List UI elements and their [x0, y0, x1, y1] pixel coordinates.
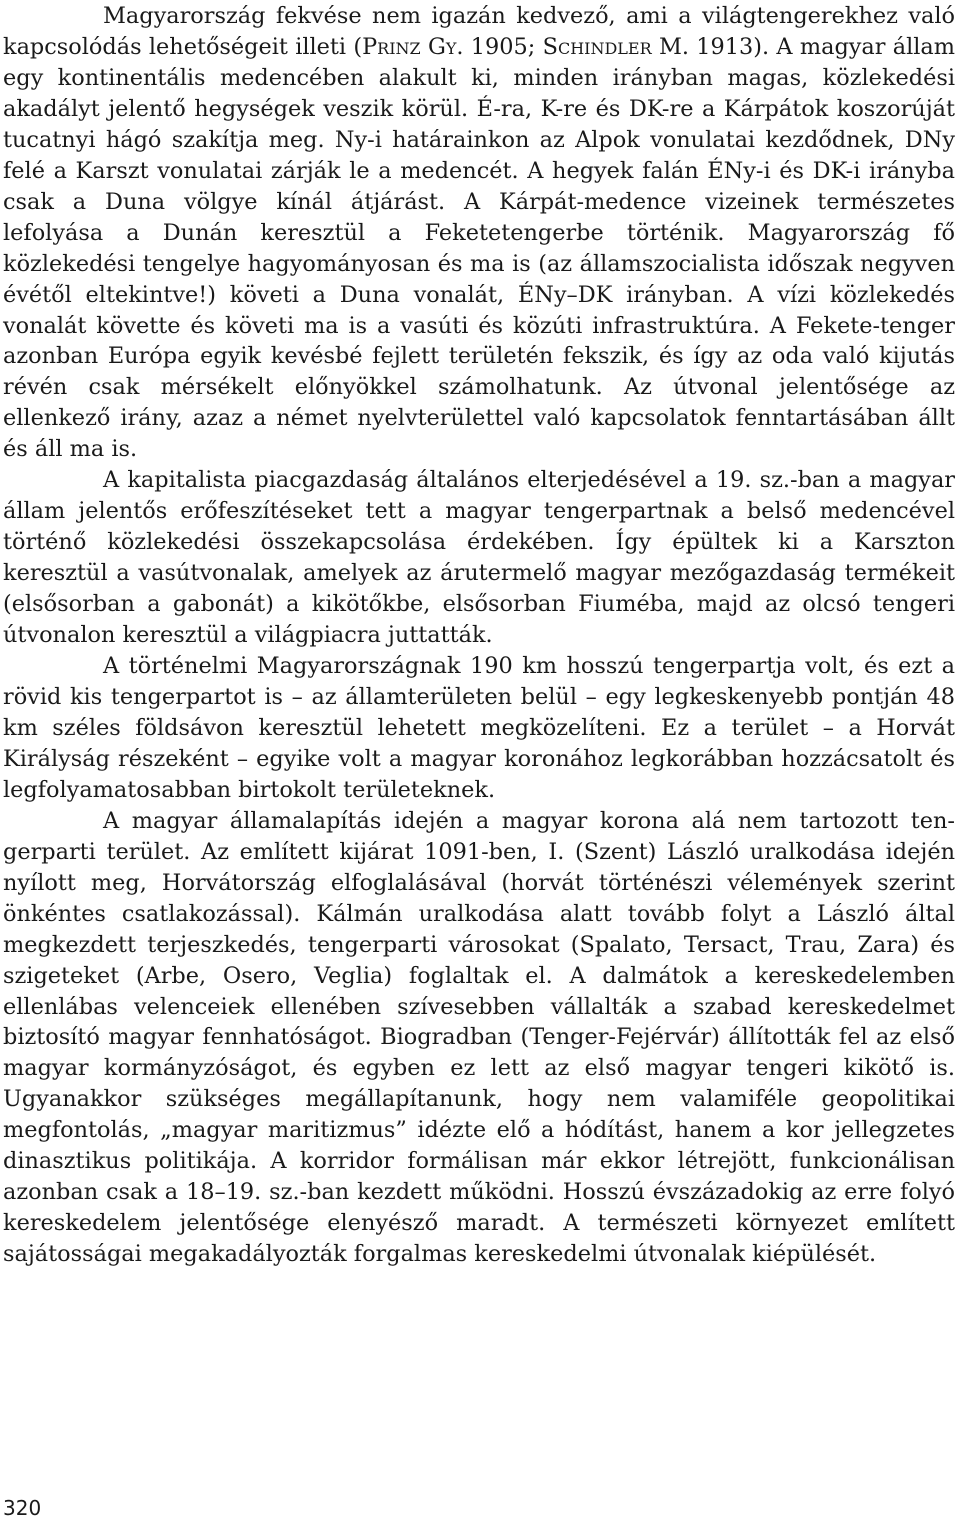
paragraph-4-text: A magyar államalapítás idején a magyar korona alá nem tartozott tengerparti terület. Az említett kijárat 1091-ben, I. (Szent) László uralkodása idején nyílott meg, Horvátország elfoglalásával (horvát történészi vélemények szerint önkéntes csatlakozással). Kálmán uralkodása alatt tovább folyt a László által megkezdett terjeszkedés, tengerparti városokat (Spalato, Tersact, Trau, Zara) és szigeteket (Arbe, Osero, Veglia) foglaltak el. A dalmátok a kereskedelemben ellenlábas velenceiek ellenében szívesebben vállalták a szabad kereskedelmet biztosító magyar fennhatóságot. Biogradban (Tenger-Fejérvár) állították fel az első magyar kormányzóságot, és egyben ez lett az első magyar tengeri kikötő is. Ugyanakkor szükséges megállapítanunk, hogy nem valamiféle geopolitikai megfontolás, „magyar maritizmus” idézte elő a hódítást, hanem a kor jellegzetes dinasztikus politikája. A korridor formálisan már ekkor létrejött, funkcionálisan azonban csak a 18–19. sz.-ban kezdett működni. Hosszú évszázadokig az erre folyó kereskedelem jelentősége elenyésző maradt. A természeti környezet említett sajátosságai megakadályozták forgalmas kereskedelmi útvonalak kiépülését. [3, 807, 955, 1268]
paragraph-2 [3, 465, 955, 651]
paragraph-1-text-c: 1913). A magyar állam egy kontinentális medencében alakult ki, minden irányban magas, közlekedési akadályt jelentő hegységek veszik körül. É-ra, K-re és DK-re a Kárpátok koszorúját tucatnyi hágó szakítja meg. Ny-i határainkon az Alpok vonulatai kezdődnek, DNy felé a Karszt vonulatai zárják le a medencét. A hegyek falán ÉNy-i és DK-i irányba csak a Duna völgye kínál átjárást. A Kárpát-medence vizeinek természetes lefolyása a Dunán keresztül a Feketetengerbe történik. Magyarország fő közlekedési tengelye hagyományosan és ma is (az államszocialista időszak negyven évétől eltekintve!) követi a Duna vonalát, ÉNy–DK irányban. A vízi közlekedés vonalát követte és követi ma is a vasúti és közúti infrastruktúra. A Fekete-tenger azonban Európa egyik kevésbé fejlett területén fekszik, és így az oda való kijutás révén csak mérsékelt előnyökkel számolhatunk. Az útvonal jelentősége az ellenkező irány, azaz a német nyelvterülettel való kapcsolatok fenntartásában állt és áll ma is. [3, 33, 956, 463]
paragraph-4 [3, 806, 955, 1270]
citation-author-prinz: Prinz Gy. [362, 33, 464, 60]
document-body [3, 0, 955, 1270]
paragraph-1-text-b: 1905; [463, 33, 543, 60]
paragraph-2-text: A kapitalista piacgazdaság általános elterjedésével a 19. sz.-ban a magyar állam jelentős erőfeszítéseket tett a magyar tengerpartnak a belső medencével történő közlekedési összekapcsolása érdekében. Így épültek ki a Karszton keresztül a vasútvonalak, amelyek az árutermelő magyar mezőgazdaság termékeit (elsősorban a gabonát) a kikötőkbe, elsősorban Fiuméba, majd az olcsó tengeri útvonalon keresztül a világpiacra juttatták. [3, 467, 955, 649]
paragraph-1 [3, 1, 955, 465]
paragraph-3 [3, 651, 955, 806]
citation-author-schindler: Schindler M. [542, 33, 689, 60]
page-number: 320 [3, 1496, 42, 1520]
paragraph-1-text-a: Magyarország fekvése nem igazán kedvező, ami a világtengerekhez való kapcsolódás lehetőségeit illeti ( [3, 3, 955, 60]
paragraph-3-text: A történelmi Magyarországnak 190 km hosszú tengerpartja volt, és ezt a rövid kis tengerpartot is – az államterületen belül – egy legkeskenyebb pontján 48 km széles földsávon keresztül lehetett megközelíteni. Ez a terület – a Horvát Királyság részeként – egyike volt a magyar koronához legkorábban hozzácsatolt és legfolyamatosabban birtokolt területeknek. [3, 653, 955, 803]
